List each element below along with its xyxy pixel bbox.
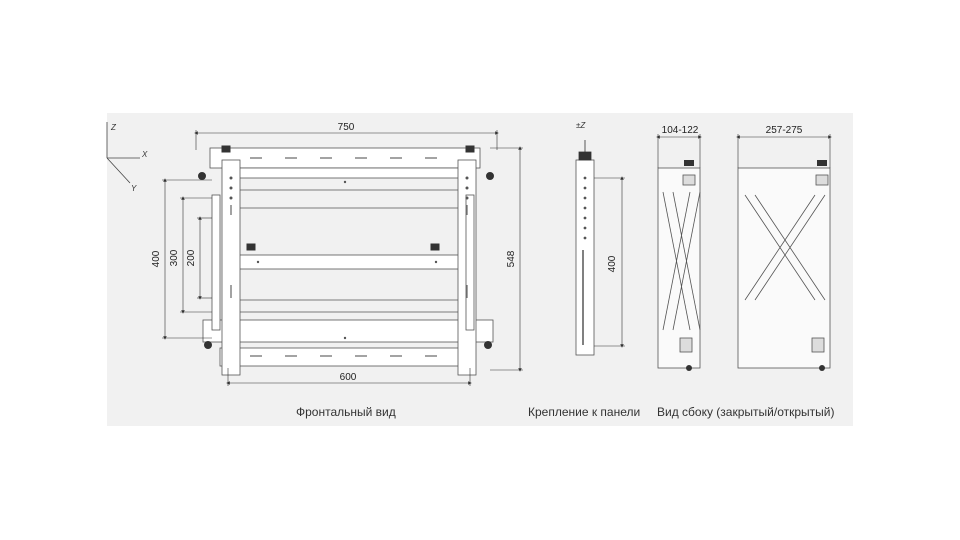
front-left-inner-strip <box>212 195 220 330</box>
caption-front-view: Фронтальный вид <box>296 405 396 419</box>
dim-300: 300 <box>169 249 180 267</box>
dim-600: 600 <box>339 372 357 383</box>
dim-200: 200 <box>186 249 197 267</box>
caption-side-view: Вид сбоку (закрытый/открытый) <box>657 405 835 419</box>
closed-clamp-bottom <box>680 338 692 352</box>
open-clamp-top <box>816 175 828 185</box>
axis-z-label: Z <box>111 123 116 132</box>
dim-257-275: 257-275 <box>765 125 803 136</box>
front-bottom-base <box>220 348 475 366</box>
dim-104-122: 104-122 <box>661 125 699 136</box>
side-view-closed <box>658 168 700 368</box>
front-left-column <box>222 160 240 375</box>
side-view-open <box>738 168 830 368</box>
dim-mount-400: 400 <box>607 255 618 273</box>
front-bottom-rail <box>203 320 493 342</box>
mount-axis-label: ±Z <box>576 121 586 130</box>
mount-knob <box>579 152 591 160</box>
caption-panel-mount: Крепление к панели <box>528 405 641 419</box>
front-middle-bar <box>236 255 461 269</box>
dim-400: 400 <box>151 250 162 268</box>
dim-548: 548 <box>506 250 517 268</box>
dim-750: 750 <box>337 122 355 133</box>
open-clamp-bottom <box>812 338 824 352</box>
open-dimension <box>738 134 830 168</box>
panel-mount <box>576 140 594 355</box>
front-right-inner-strip <box>466 195 474 330</box>
front-top-inner-bar <box>232 168 464 178</box>
axis-x-label: X <box>142 150 148 159</box>
closed-clamp-top <box>683 175 695 185</box>
front-view <box>203 148 493 375</box>
axis-y-label: Y <box>131 184 137 193</box>
